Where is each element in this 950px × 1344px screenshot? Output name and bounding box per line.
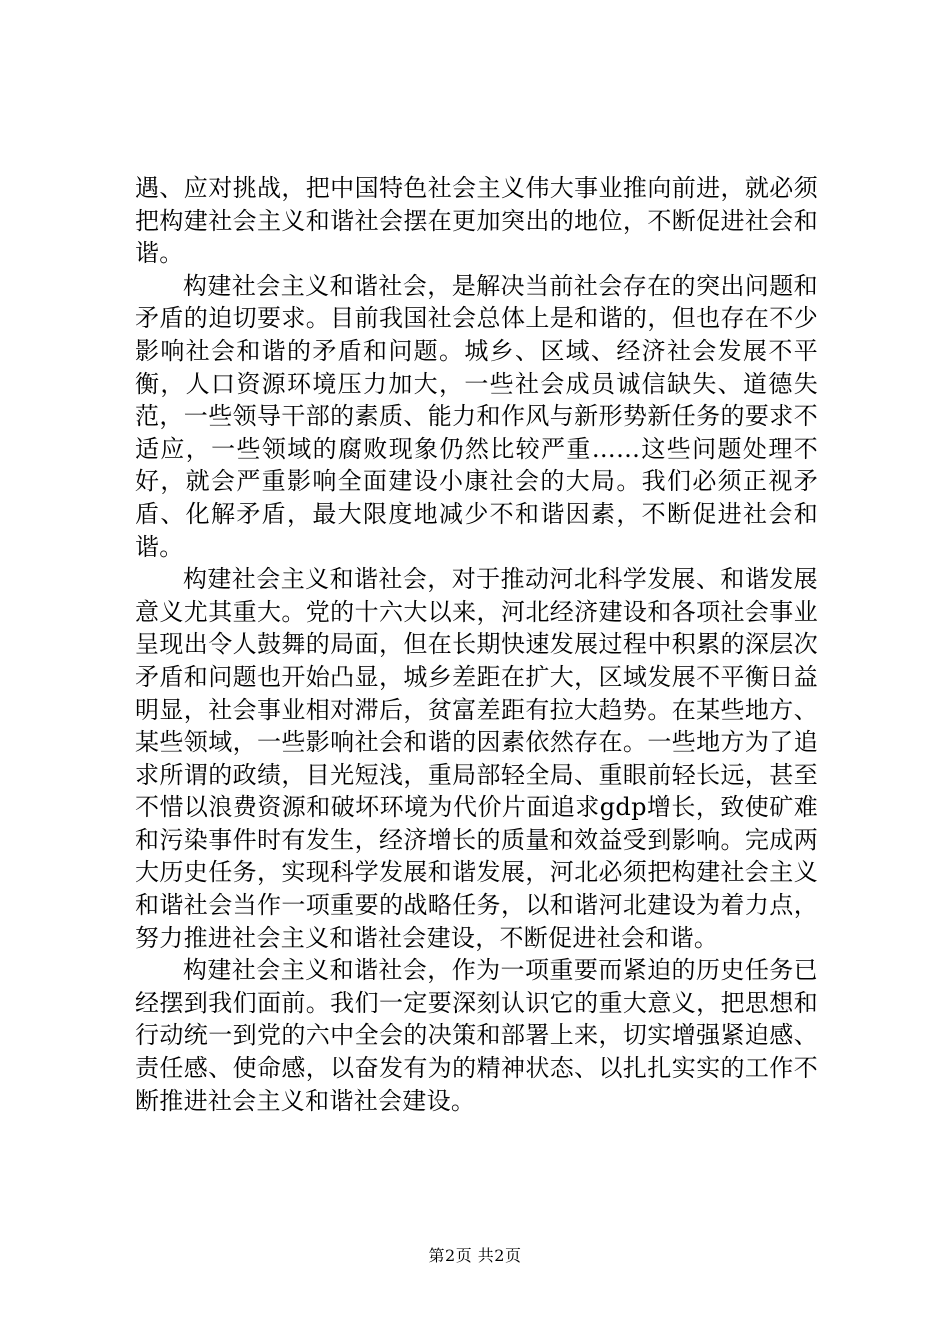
paragraph: 构建社会主义和谐社会，对于推动河北科学发展、和谐发展意义尤其重大。党的十六大以来，河北经济建设和各项社会事业呈现出令人鼓舞的局面，但在长期快速发展过程中积累的深层次矛盾和问题也开始凸显，城乡差距在扩大，区域发展不平衡日益明显，社会事业相对滞后，贫富差距有拉大趋势。在某些地方、某些领域，一些影响社会和谐的因素依然存在。一些地方为了追求所谓的政绩，目光短浅，重局部轻全局、重眼前轻长远，甚至不惜以浪费资源和破坏环境为代价片面追求gdp增长，致使矿难和污染事件时有发生，经济增长的质量和效益受到影响。完成两大历史任务，实现科学发展和谐发展，河北必须把构建社会主义和谐社会当作一项重要的战略任务，以和谐河北建设为着力点，努力推进社会主义和谐社会建设，不断促进社会和谐。 (135, 565, 818, 952)
document-body (135, 172, 818, 1117)
paragraph-continuation: 遇、应对挑战，把中国特色社会主义伟大事业推向前进，就必须把构建社会主义和谐社会摆在更加突出的地位，不断促进社会和谐。 (135, 174, 818, 268)
paragraph: 构建社会主义和谐社会，是解决当前社会存在的突出问题和矛盾的迫切要求。目前我国社会总体上是和谐的，但也存在不少影响社会和谐的矛盾和问题。城乡、区域、经济社会发展不平衡，人口资源环境压力加大，一些社会成员诚信缺失、道德失范，一些领导干部的素质、能力和作风与新形势新任务的要求不适应，一些领域的腐败现象仍然比较严重……这些问题处理不好，就会严重影响全面建设小康社会的大局。我们必须正视矛盾、化解矛盾，最大限度地减少不和谐因素，不断促进社会和谐。 (135, 271, 818, 561)
paragraph: 构建社会主义和谐社会，作为一项重要而紧迫的历史任务已经摆到我们面前。我们一定要深刻认识它的重大意义，把思想和行动统一到党的六中全会的决策和部署上来，切实增强紧迫感、责任感、使命感，以奋发有为的精神状态、以扎扎实实的工作不断推进社会主义和谐社会建设。 (135, 956, 818, 1115)
page-number-footer: 第2页 共2页 (428, 1246, 522, 1265)
